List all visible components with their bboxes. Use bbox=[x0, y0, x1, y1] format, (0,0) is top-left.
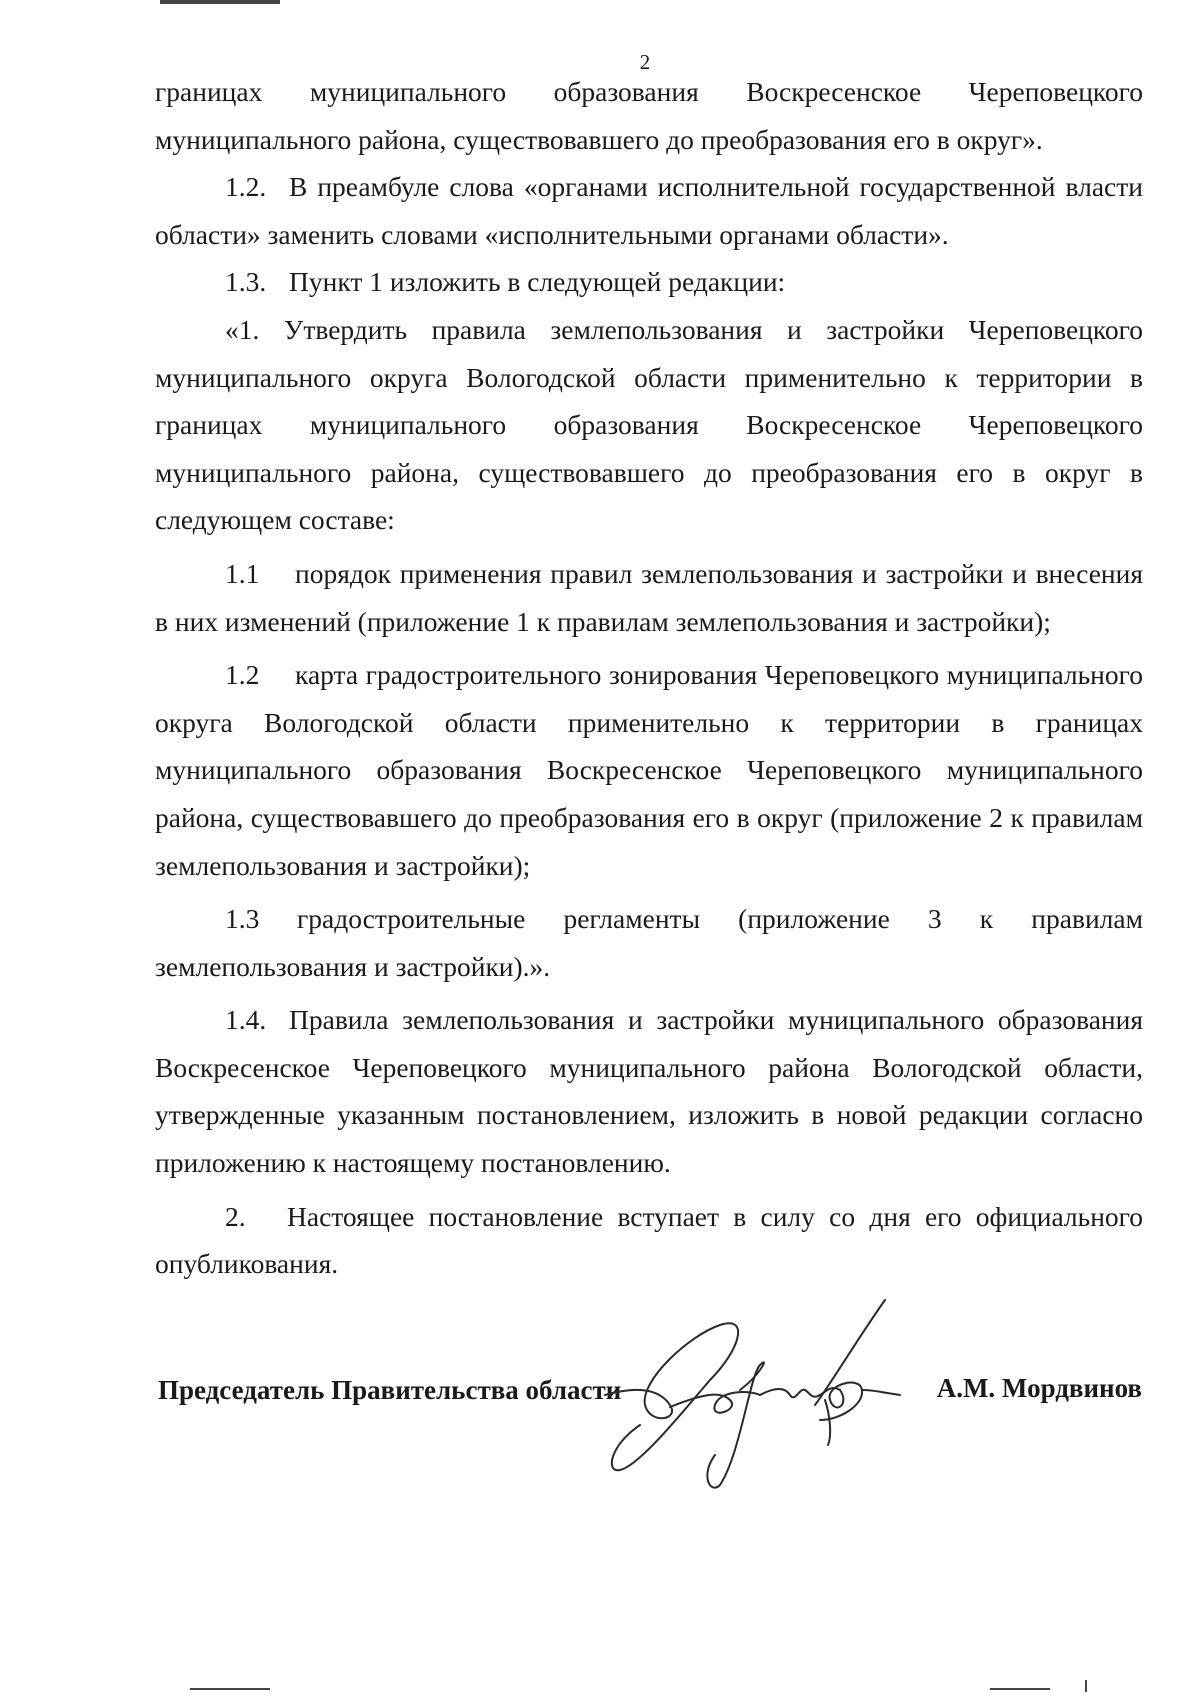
paragraph-text: «1. Утвердить правила землепользования и застройки Череповецкого муниципального округа Вологодской области применительно к территории в границах муниципального образования Воскресенское Череповецкого муниципального района, существовавшего до преобразования его в округ в следующем составе: bbox=[155, 313, 1143, 536]
handwritten-signature bbox=[600, 1295, 940, 1495]
paragraph-text: порядок применения правил землепользования и застройки и внесения в них изменений (приложение 1 к правилам землепользования и застройки); bbox=[155, 557, 1143, 637]
paragraph-text: Пункт 1 изложить в следующей редакции: bbox=[289, 266, 786, 298]
paragraph-text: градостроительные регламенты (приложение 3 к правилам землепользования и застройки).». bbox=[155, 903, 1143, 982]
paragraph-number: 1.3 bbox=[225, 903, 260, 935]
paragraph-number: 1.2. bbox=[225, 171, 267, 203]
paragraph-number: 1.2 bbox=[225, 659, 260, 691]
paragraph-continuation bbox=[155, 68, 1143, 163]
paragraph-1-4 bbox=[155, 996, 1143, 1186]
scan-artifact bbox=[190, 1688, 270, 1690]
paragraph-sub-1-3 bbox=[155, 895, 1143, 990]
paragraph-number: 1.3. bbox=[225, 266, 267, 298]
page-number: 2 bbox=[639, 50, 651, 74]
paragraph-number: 1.1 bbox=[225, 557, 260, 589]
paragraph-text: Правила землепользования и застройки муниципального образования Воскресенское Череповецкого муниципального района Вологодской области, утвержденные указанным постановлением, изложить в новой редакции согласно приложению к настоящему постановлению. bbox=[155, 1004, 1143, 1179]
scan-artifact bbox=[1085, 1680, 1087, 1692]
paragraph-1-2 bbox=[155, 163, 1143, 258]
signatory-title: Председатель Правительства области bbox=[158, 1375, 622, 1405]
scan-artifact bbox=[990, 1688, 1050, 1690]
paragraph-number: 1.4. bbox=[225, 1004, 267, 1036]
scan-artifact bbox=[160, 0, 280, 4]
paragraph-number: 2. bbox=[225, 1200, 246, 1232]
paragraph-text: Настоящее постановление вступает в силу со дня его официального опубликования. bbox=[155, 1200, 1143, 1280]
paragraph-quoted-item-1 bbox=[155, 306, 1143, 544]
paragraph-2 bbox=[155, 1193, 1143, 1288]
paragraph-sub-1-1 bbox=[155, 550, 1143, 645]
document-body bbox=[155, 68, 1143, 1288]
signatory-name: А.М. Мордвинов bbox=[936, 1373, 1142, 1403]
paragraph-text: В преамбуле слова «органами исполнительной государственной власти области» заменить словами «исполнительными органами области». bbox=[155, 171, 1143, 250]
paragraph-sub-1-2 bbox=[155, 651, 1143, 889]
paragraph-1-3 bbox=[155, 258, 1143, 306]
paragraph-text: границах муниципального образования Воскресенское Череповецкого муниципального района, существовавшего до преобразования его в округ». bbox=[155, 76, 1143, 155]
paragraph-text: карта градостроительного зонирования Череповецкого муниципального округа Вологодской области применительно к территории в границах муниципального образования Воскресенское Череповецкого муниципального района, существовавшего до преобразования его в округ (приложение 2 к правилам землепользования и застройки); bbox=[155, 659, 1143, 881]
